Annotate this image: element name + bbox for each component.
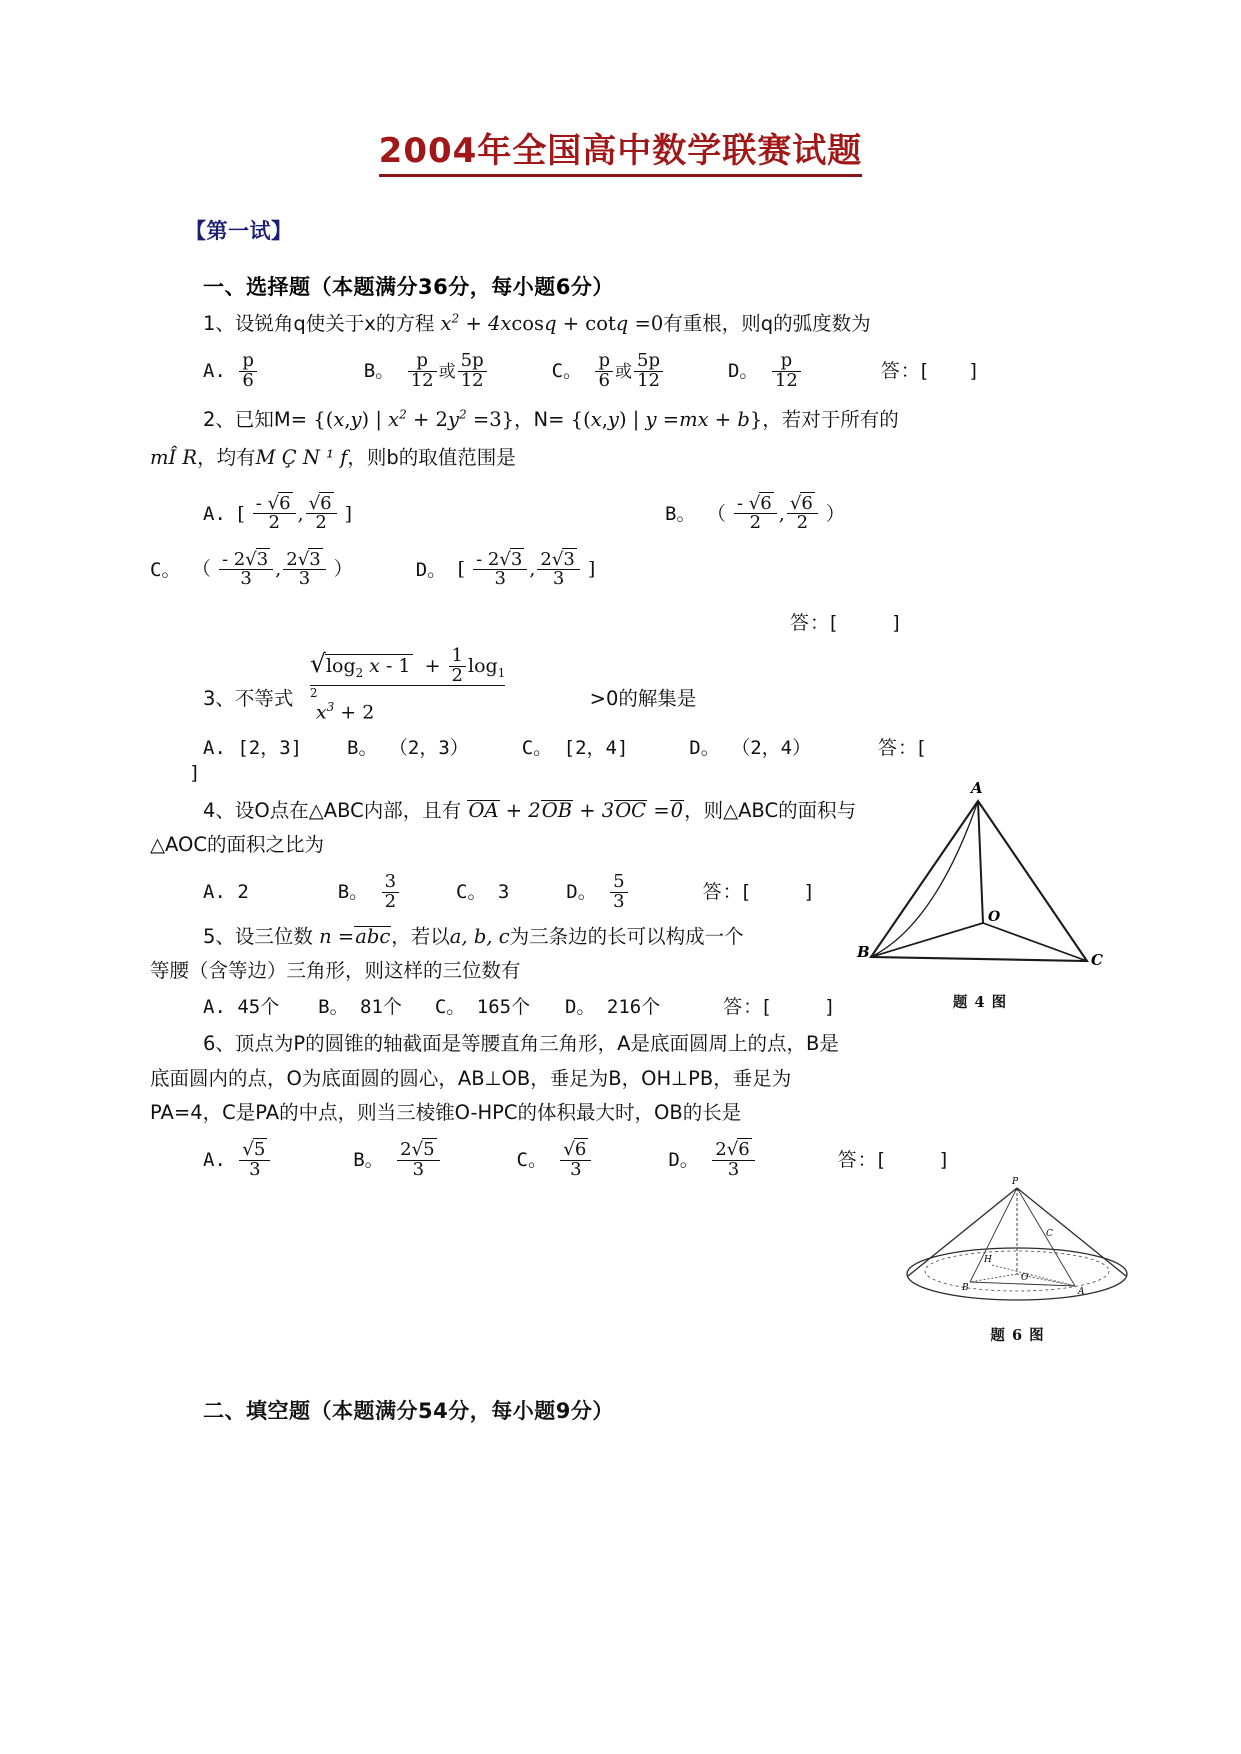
q2-line2-post: ，则b的取值范围是 <box>347 446 516 470</box>
q1-answer-close: ] <box>969 360 978 383</box>
q6-option-c-label[interactable]: C。 <box>516 1149 547 1172</box>
question-2-answer-row <box>150 612 1110 635</box>
paper-section-label: 【第一试】 <box>185 219 293 244</box>
q5-option-a-value[interactable]: 45个 <box>237 995 280 1018</box>
q5-option-c-value[interactable]: 165个 <box>476 995 531 1018</box>
q6-answer-box[interactable] <box>886 1149 940 1171</box>
q5-answer-close: ] <box>825 995 834 1018</box>
triangle-vertex-b-label: B <box>857 943 870 961</box>
q2-set-m: {(x,y) | $x^2 + 2y^2 =3$} <box>307 407 515 432</box>
q2-answer-box[interactable] <box>838 612 892 634</box>
q1-option-d-label[interactable]: D。 <box>727 360 759 383</box>
q3-answer-label: 答：[ <box>878 737 927 760</box>
q2-option-d-value[interactable]: [ $\frac{- 2√3}{3}$ , $\frac{2√3}{3}$ ] <box>457 548 596 589</box>
q5-formula2: a, b, c <box>449 925 510 949</box>
q1-option-a-label[interactable]: A. <box>203 360 226 383</box>
questions-container <box>150 310 1110 1179</box>
q5-stem-mid: ，若以 <box>391 925 450 949</box>
q6-answer-close: ] <box>939 1149 949 1172</box>
q1-option-c-value[interactable]: $\frac{p}{6}$ <box>595 352 613 390</box>
q4-option-c-label[interactable]: C。 <box>456 881 487 904</box>
q3-stem-post: >0的解集是 <box>589 687 697 711</box>
q2-stem-post: ，若对于所有的 <box>762 408 899 432</box>
q5-stem-post: 为三条边的长可以构成一个 <box>509 925 744 949</box>
q2-option-b-value[interactable]: （ $\frac{- √6}{2}$ , $\frac{√6}{2}$ ） <box>706 492 845 534</box>
question-2-options-row1 <box>150 492 1110 534</box>
triangle-vertex-c-label: C <box>1091 951 1103 969</box>
q1-answer-label: 答：[ <box>880 360 930 383</box>
question-3-block <box>150 647 1110 731</box>
question-1-options: A. $\frac{p}{6}$ B。 $\frac{p}{12}$ 或 $\frac{5p}{12}$ C。 $\frac{p}{6}$ 或 $\frac{5p}{12}$ D。 $\frac{p}{12}$ 答：[ ] <box>203 350 978 391</box>
page-title: 2004年全国高中数学联赛试题 <box>379 132 863 177</box>
q4-answer-box[interactable] <box>751 881 805 903</box>
cone-point-a-label: A <box>1078 1287 1085 1297</box>
q6-option-d-value[interactable]: $\frac{2√6}{3}$ <box>712 1141 754 1179</box>
q3-option-d-value[interactable]: （2，4） <box>731 737 812 760</box>
triangle-figure <box>855 775 1105 1012</box>
q4-option-c-value[interactable]: 3 <box>497 881 510 904</box>
q1-number: 1、 <box>203 312 235 336</box>
question-6-stem-line2: 底面圆内的点，O为底面圆的圆心，AB⊥OB，垂足为B，OH⊥PB，垂足为 <box>150 1066 792 1090</box>
question-2-stem-line2 <box>150 444 1110 472</box>
cone-point-o-label: O <box>1021 1273 1029 1283</box>
q6-option-a-value[interactable]: $\frac{√5}{3}$ <box>239 1141 270 1179</box>
q6-option-d-label[interactable]: D。 <box>668 1149 699 1172</box>
q2-line2-pre: mÎ R <box>150 446 198 470</box>
question-3-options <box>150 737 1110 760</box>
q4-option-d-label[interactable]: D。 <box>566 881 597 904</box>
question-6-stem-line3: PA=4，C是PA的中点，则当三棱锥O-HPC的体积最大时，OB的长是 <box>150 1100 742 1124</box>
q2-option-c-label[interactable]: C。 <box>150 558 181 581</box>
cone-point-b-label: B <box>962 1283 969 1293</box>
triangle-figure-svg <box>855 775 1105 985</box>
q6-answer-label: 答：[ <box>837 1149 887 1172</box>
q2-line2-cond: M Ç N ¹ f <box>255 446 348 470</box>
q3-answer-close: ] <box>190 761 199 784</box>
q2-number: 2、 <box>203 408 235 432</box>
q1-option-c-label[interactable]: C。 <box>551 360 583 383</box>
q3-option-b-label[interactable]: B。 <box>347 737 378 760</box>
q3-option-b-value[interactable]: （2，3） <box>388 737 469 760</box>
q5-option-a-label[interactable]: A. <box>203 995 226 1018</box>
q5-formula: n =abc <box>312 925 391 949</box>
q5-answer-label: 答：[ <box>723 995 772 1018</box>
q3-answer-box[interactable] <box>150 762 190 784</box>
q4-option-d-value[interactable]: $\frac{5}{3}$ <box>610 873 627 911</box>
q6-line1: 顶点为P的圆锥的轴截面是等腰直角三角形，A是底面圆周上的点，B是 <box>234 1032 839 1056</box>
q2-stem-mid: ，N= <box>514 408 565 432</box>
triangle-vertex-a-label: A <box>971 779 983 797</box>
q1-answer-box[interactable] <box>929 360 969 382</box>
title-container <box>0 0 1241 177</box>
q6-option-c-value[interactable]: $\frac{√6}{3}$ <box>560 1141 591 1179</box>
q2-answer-label: 答：[ <box>790 612 839 635</box>
q2-option-d-label[interactable]: D。 <box>415 558 447 581</box>
q5-option-c-label[interactable]: C。 <box>434 995 466 1018</box>
question-3-stem <box>150 685 696 713</box>
q2-stem-pre: 已知M= <box>234 408 308 432</box>
q1-option-d-value[interactable]: $\frac{p}{12}$ <box>772 352 801 390</box>
q1-stem-pre: 设锐角q使关于x的方程 <box>234 312 435 336</box>
q4-answer-label: 答：[ <box>702 881 751 904</box>
q3-stem-pre: 不等式 <box>234 687 294 711</box>
q2-option-a-label[interactable]: A. <box>203 502 226 525</box>
q4-formula: OA + 2OB + 3OC =0 <box>468 798 684 822</box>
q5-option-b-value[interactable]: 81个 <box>360 995 402 1018</box>
q2-option-a-value[interactable]: [ $\frac{- √6}{2}$ , $\frac{√6}{2}$ ] <box>237 492 353 534</box>
cone-figure-caption: 题 6 图 <box>990 1327 1045 1344</box>
question-6-stem-line1 <box>150 1030 1110 1058</box>
q3-option-a-value[interactable]: [2，3] <box>237 737 303 760</box>
cone-figure-svg <box>900 1170 1135 1310</box>
cone-point-h-label: H <box>984 1255 992 1265</box>
q3-option-d-label[interactable]: D。 <box>689 737 720 760</box>
q3-option-a-label[interactable]: A. <box>203 737 226 760</box>
q4-stem-post: ，则△ABC的面积与 <box>684 798 857 822</box>
q2-line2-mid: ，均有 <box>197 446 256 470</box>
question-4-stem-line2: △AOC的面积之比为 <box>150 832 324 856</box>
q5-option-b-label[interactable]: B。 <box>318 995 349 1018</box>
q6-option-a-label[interactable]: A. <box>203 1149 226 1172</box>
section-heading-choice: 一、选择题（本题满分36分，每小题6分） <box>203 275 614 300</box>
q4-option-a-label[interactable]: A. <box>203 881 226 904</box>
q1-option-b-value[interactable]: $\frac{p}{12}$ <box>408 352 437 390</box>
triangle-point-o-label: O <box>988 909 1001 925</box>
question-1-stem <box>150 310 1110 338</box>
q5-stem-pre: 设三位数 <box>234 925 313 949</box>
q4-number: 4、 <box>203 798 235 822</box>
q6-option-b-label[interactable]: B。 <box>353 1149 384 1172</box>
q3-formula: $√\log_2$ x - 1 + $\frac{1}{2}$ $\log_{1 2}$ $x^3 + 2$ <box>310 645 506 724</box>
q5-answer-box[interactable] <box>772 996 826 1018</box>
question-2-stem <box>150 406 1110 434</box>
question-5-stem-line2: 等腰（含等边）三角形，则这样的三位数有 <box>150 959 521 983</box>
cone-point-c-label: C <box>1046 1229 1053 1239</box>
q1-formula: $x^2 + 4xcosq + \cot q =0$ <box>434 311 664 336</box>
q6-number: 6、 <box>203 1032 235 1056</box>
q4-stem-pre: 设O点在△ABC内部，且有 <box>234 798 462 822</box>
q6-option-b-value[interactable]: $\frac{2√5}{3}$ <box>397 1141 439 1179</box>
cone-figure <box>900 1170 1135 1345</box>
section-heading-fill: 二、填空题（本题满分54分，每小题9分） <box>203 1399 614 1423</box>
q1-option-b-label[interactable]: B。 <box>363 360 395 383</box>
cone-apex-p-label: P <box>1012 1177 1019 1187</box>
q2-option-b-label[interactable]: B。 <box>665 502 696 525</box>
q3-number: 3、 <box>203 687 235 711</box>
q3-option-c-label[interactable]: C。 <box>521 737 553 760</box>
q2-set-n: {(x,y) | y =mx + b} <box>564 408 763 432</box>
q2-option-c-value[interactable]: （ $\frac{- 2√3}{3}$ , $\frac{2√3}{3}$ ） <box>191 548 353 589</box>
q5-option-d-value[interactable]: 216个 <box>606 995 661 1018</box>
q3-option-c-value[interactable]: [2，4] <box>563 737 629 760</box>
triangle-figure-caption: 题 4 图 <box>952 994 1008 1011</box>
q5-option-d-label[interactable]: D。 <box>564 995 596 1018</box>
q5-number: 5、 <box>203 925 235 949</box>
q1-option-a-value[interactable]: $\frac{p}{6}$ <box>239 352 257 390</box>
q4-option-a-value[interactable]: 2 <box>237 881 249 904</box>
q4-option-b-label[interactable]: B。 <box>337 881 369 904</box>
q4-option-b-value[interactable]: $\frac{3}{2}$ <box>382 873 399 911</box>
question-2-options-row2 <box>150 548 1110 589</box>
q1-stem-post: 有重根，则q的弧度数为 <box>663 312 871 336</box>
q4-answer-close: ] <box>804 881 814 904</box>
q2-answer-close: ] <box>892 612 901 635</box>
